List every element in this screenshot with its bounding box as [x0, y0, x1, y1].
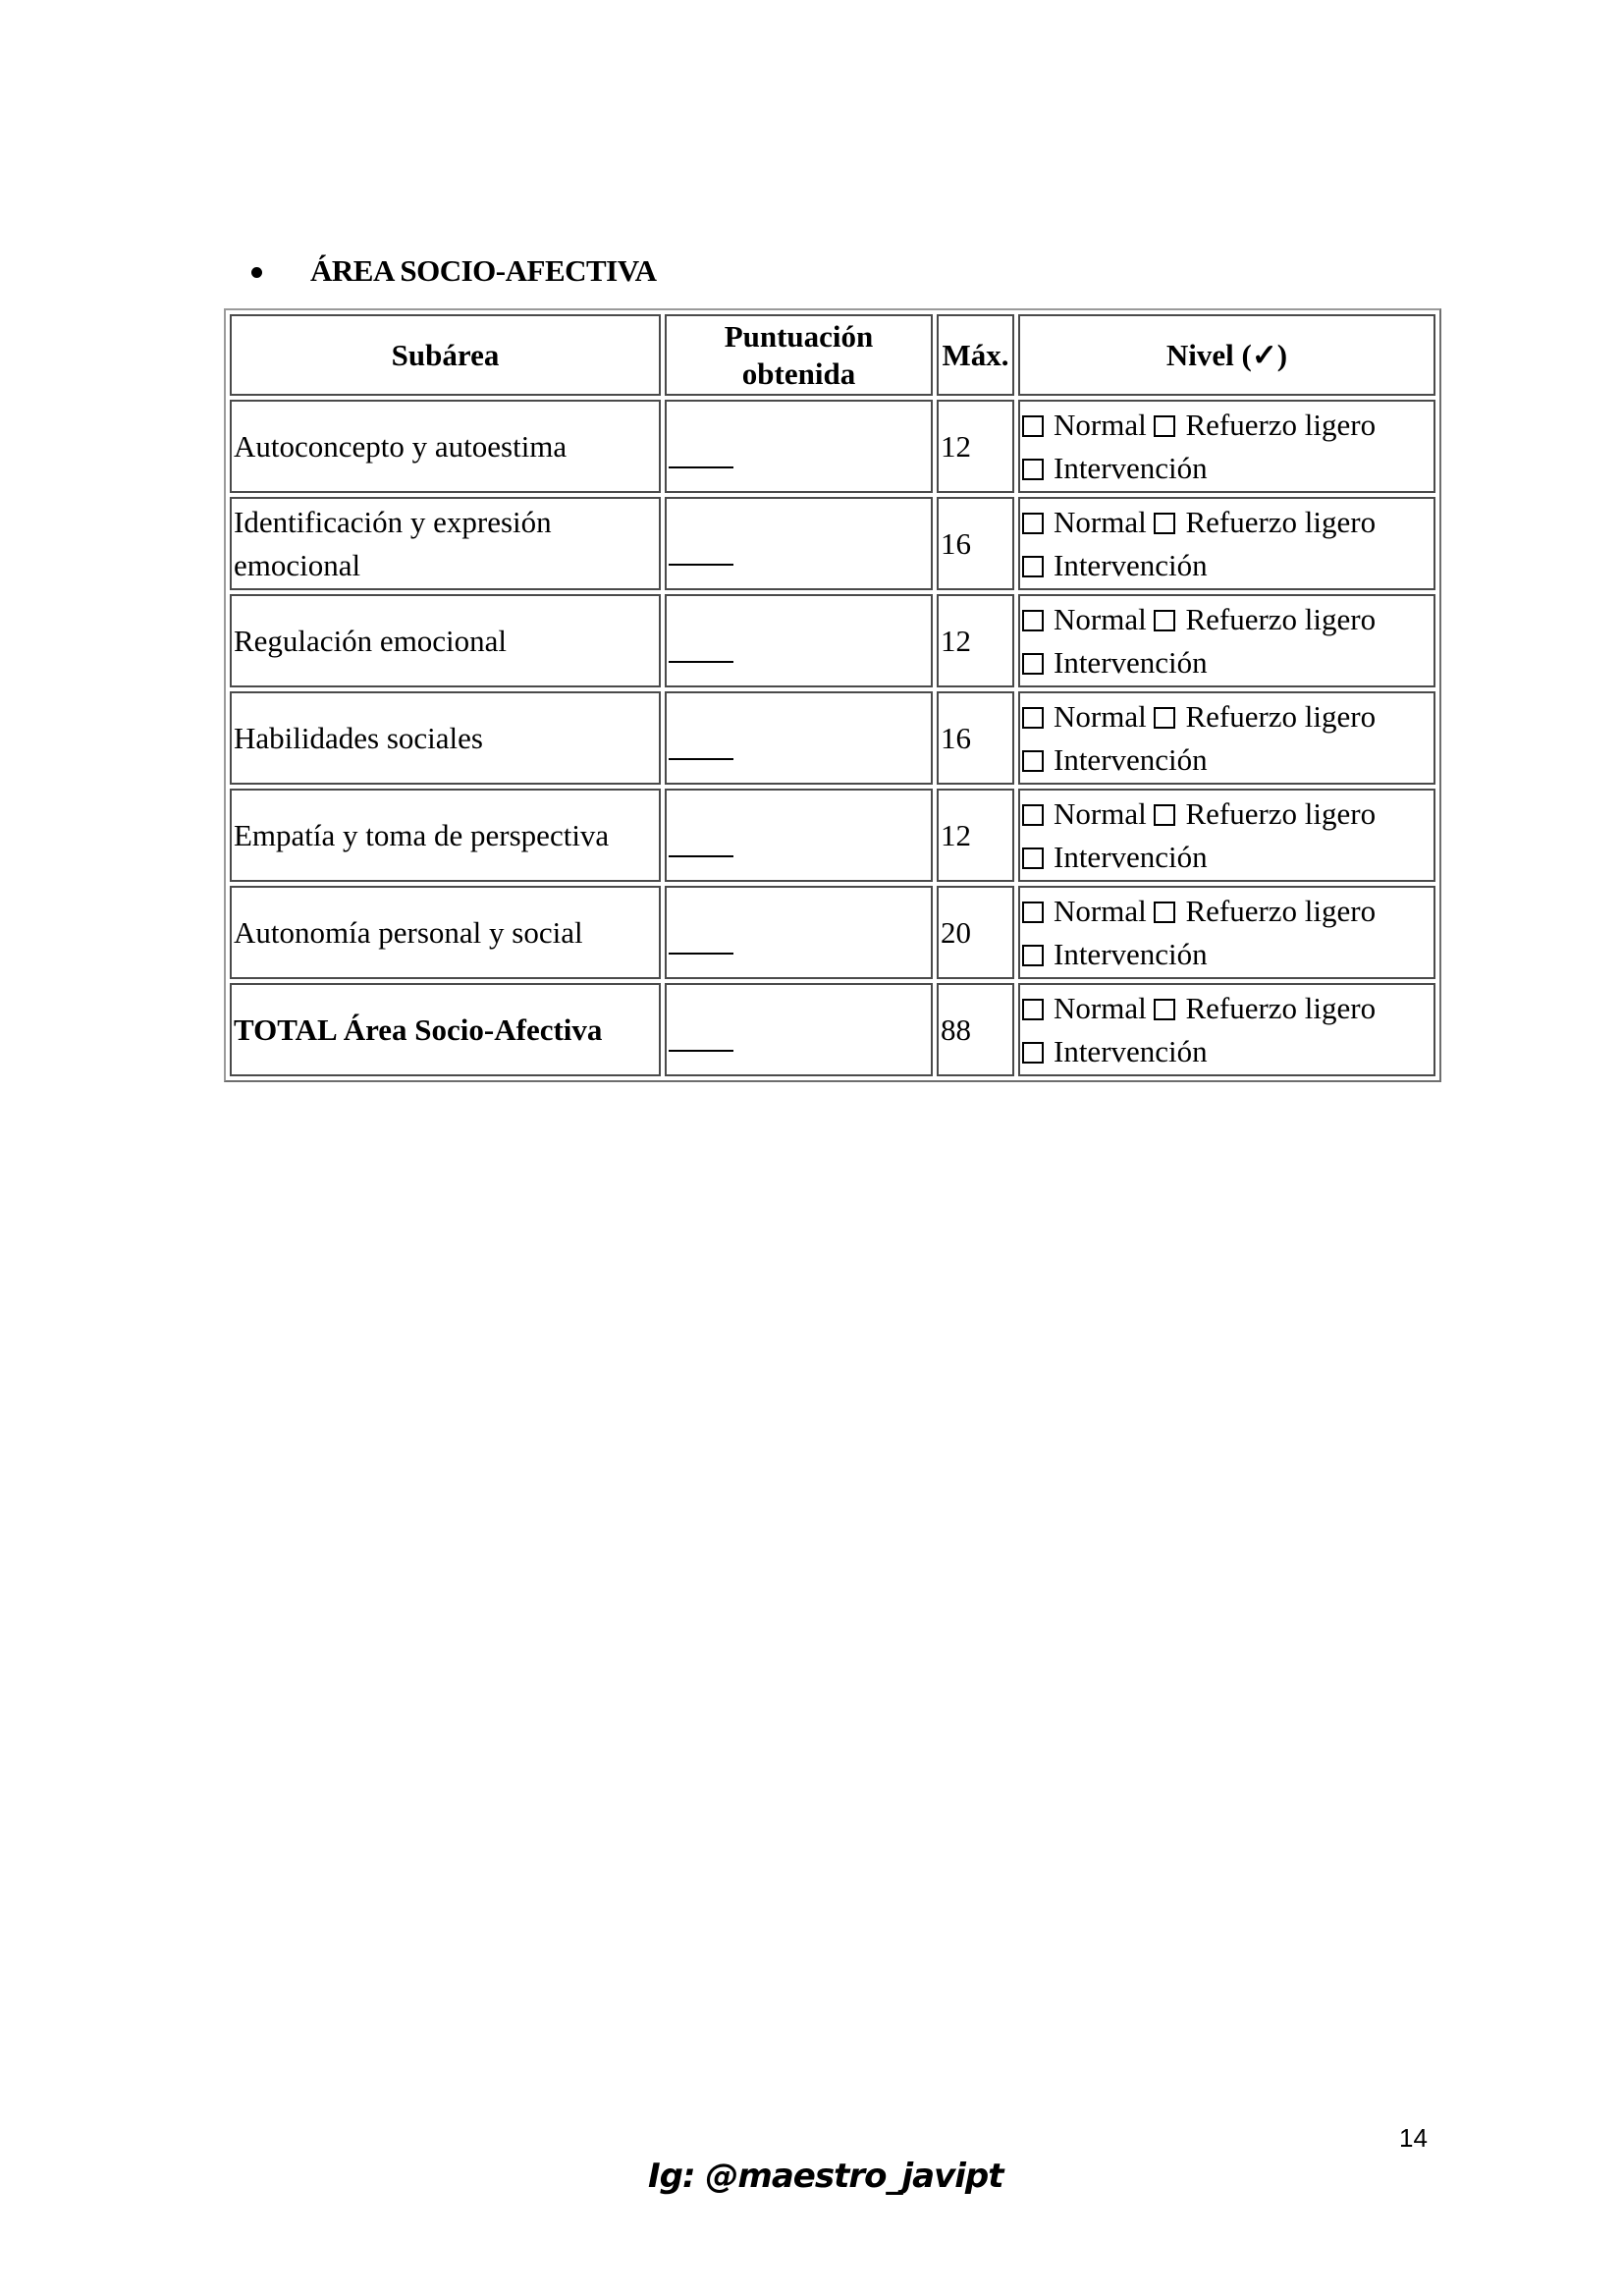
level-line	[1022, 793, 1432, 836]
table-row	[230, 886, 1435, 979]
score-blank-line[interactable]	[669, 1050, 733, 1052]
table-row	[230, 594, 1435, 687]
bullet-icon	[251, 267, 262, 278]
table-row	[230, 497, 1435, 590]
level-cell	[1018, 983, 1435, 1076]
section-heading	[257, 253, 657, 289]
checkbox-refuerzo-ligero-icon[interactable]	[1154, 707, 1175, 729]
checkbox-intervencion-icon[interactable]	[1022, 1042, 1044, 1064]
score-cell[interactable]	[665, 691, 933, 785]
subarea-cell	[230, 886, 661, 979]
level-cell	[1018, 400, 1435, 493]
level-line	[1022, 695, 1432, 738]
level-option-label: Intervención	[1054, 644, 1208, 680]
checkbox-normal-icon[interactable]	[1022, 999, 1044, 1020]
level-line	[1022, 987, 1432, 1030]
level-line	[1022, 836, 1432, 879]
subarea-cell	[230, 400, 661, 493]
max-cell: 12	[937, 400, 1014, 493]
level-line	[1022, 738, 1432, 782]
subarea-cell	[230, 789, 661, 882]
level-line	[1022, 641, 1432, 684]
checkbox-refuerzo-ligero-icon[interactable]	[1154, 804, 1175, 826]
level-option-label: Normal	[1054, 407, 1147, 442]
page-number: 14	[1399, 2123, 1428, 2153]
score-blank-line[interactable]	[669, 661, 733, 663]
checkbox-intervencion-icon[interactable]	[1022, 653, 1044, 675]
checkbox-normal-icon[interactable]	[1022, 415, 1044, 437]
level-option-label: Intervención	[1054, 547, 1208, 582]
level-line	[1022, 1030, 1432, 1073]
checkbox-normal-icon[interactable]	[1022, 707, 1044, 729]
checkbox-intervencion-icon[interactable]	[1022, 750, 1044, 772]
header-level: Nivel (✓)	[1018, 314, 1435, 396]
level-option-label: Intervención	[1054, 1033, 1208, 1068]
level-option-label: Normal	[1054, 795, 1147, 831]
score-table	[224, 308, 1441, 1082]
table-row	[230, 789, 1435, 882]
checkbox-normal-icon[interactable]	[1022, 804, 1044, 826]
level-option-label: Refuerzo ligero	[1185, 601, 1377, 636]
subarea-label: Autonomía personal y social	[234, 914, 583, 950]
max-cell: 16	[937, 497, 1014, 590]
score-blank-line[interactable]	[669, 855, 733, 857]
checkbox-refuerzo-ligero-icon[interactable]	[1154, 999, 1175, 1020]
header-score-line2: obtenida	[741, 355, 856, 391]
table-row	[230, 400, 1435, 493]
level-line	[1022, 447, 1432, 490]
checkbox-refuerzo-ligero-icon[interactable]	[1154, 610, 1175, 631]
checkbox-intervencion-icon[interactable]	[1022, 945, 1044, 966]
max-cell: 12	[937, 789, 1014, 882]
checkbox-normal-icon[interactable]	[1022, 513, 1044, 534]
subarea-cell	[230, 983, 661, 1076]
level-cell	[1018, 789, 1435, 882]
score-cell[interactable]	[665, 497, 933, 590]
score-cell[interactable]	[665, 886, 933, 979]
level-cell	[1018, 691, 1435, 785]
header-score	[665, 314, 933, 396]
score-cell[interactable]	[665, 789, 933, 882]
score-blank-line[interactable]	[669, 466, 733, 468]
score-blank-line[interactable]	[669, 564, 733, 566]
table-header-row	[230, 314, 1435, 396]
level-option-label: Normal	[1054, 698, 1147, 734]
level-option-label: Intervención	[1054, 741, 1208, 777]
max-cell: 16	[937, 691, 1014, 785]
subarea-label: Empatía y toma de perspectiva	[234, 817, 610, 852]
subarea-label: Habilidades sociales	[234, 720, 483, 755]
level-option-label: Refuerzo ligero	[1185, 504, 1377, 539]
level-cell	[1018, 886, 1435, 979]
score-cell[interactable]	[665, 594, 933, 687]
level-line	[1022, 890, 1432, 933]
checkbox-refuerzo-ligero-icon[interactable]	[1154, 902, 1175, 923]
level-option-label: Normal	[1054, 893, 1147, 928]
level-option-label: Normal	[1054, 504, 1147, 539]
level-option-label: Intervención	[1054, 936, 1208, 971]
table-body	[230, 400, 1435, 1076]
level-option-label: Refuerzo ligero	[1185, 795, 1377, 831]
checkbox-refuerzo-ligero-icon[interactable]	[1154, 415, 1175, 437]
checkbox-normal-icon[interactable]	[1022, 610, 1044, 631]
subarea-cell	[230, 594, 661, 687]
checkbox-intervencion-icon[interactable]	[1022, 459, 1044, 480]
subarea-cell	[230, 497, 661, 590]
level-option-label: Intervención	[1054, 450, 1208, 485]
score-blank-line[interactable]	[669, 953, 733, 955]
table-row	[230, 691, 1435, 785]
level-line	[1022, 544, 1432, 587]
table-total-row	[230, 983, 1435, 1076]
level-option-label: Normal	[1054, 990, 1147, 1025]
level-cell	[1018, 594, 1435, 687]
max-cell: 12	[937, 594, 1014, 687]
level-line	[1022, 404, 1432, 447]
checkbox-refuerzo-ligero-icon[interactable]	[1154, 513, 1175, 534]
level-option-label: Intervención	[1054, 839, 1208, 874]
level-line	[1022, 598, 1432, 641]
subarea-label: Identificación y expresión emocional	[234, 504, 552, 582]
level-option-label: Refuerzo ligero	[1185, 990, 1377, 1025]
score-blank-line[interactable]	[669, 758, 733, 760]
level-line	[1022, 501, 1432, 544]
checkbox-intervencion-icon[interactable]	[1022, 847, 1044, 869]
section-heading-text: ÁREA SOCIO-AFECTIVA	[310, 253, 657, 288]
score-cell[interactable]	[665, 983, 933, 1076]
max-cell: 20	[937, 886, 1014, 979]
footer-handle: Ig: @maestro_javipt	[648, 2157, 1003, 2196]
level-line	[1022, 933, 1432, 976]
level-option-label: Normal	[1054, 601, 1147, 636]
header-max: Máx.	[937, 314, 1014, 396]
header-score-line1: Puntuación	[724, 318, 874, 354]
level-option-label: Refuerzo ligero	[1185, 698, 1377, 734]
max-cell: 88	[937, 983, 1014, 1076]
subarea-cell	[230, 691, 661, 785]
checkbox-intervencion-icon[interactable]	[1022, 556, 1044, 577]
level-cell	[1018, 497, 1435, 590]
subarea-label: Regulación emocional	[234, 623, 508, 658]
level-option-label: Refuerzo ligero	[1185, 407, 1377, 442]
header-subarea: Subárea	[230, 314, 661, 396]
score-cell[interactable]	[665, 400, 933, 493]
checkbox-normal-icon[interactable]	[1022, 902, 1044, 923]
subarea-label: TOTAL Área Socio-Afectiva	[234, 1011, 603, 1047]
level-option-label: Refuerzo ligero	[1185, 893, 1377, 928]
subarea-label: Autoconcepto y autoestima	[234, 428, 568, 464]
